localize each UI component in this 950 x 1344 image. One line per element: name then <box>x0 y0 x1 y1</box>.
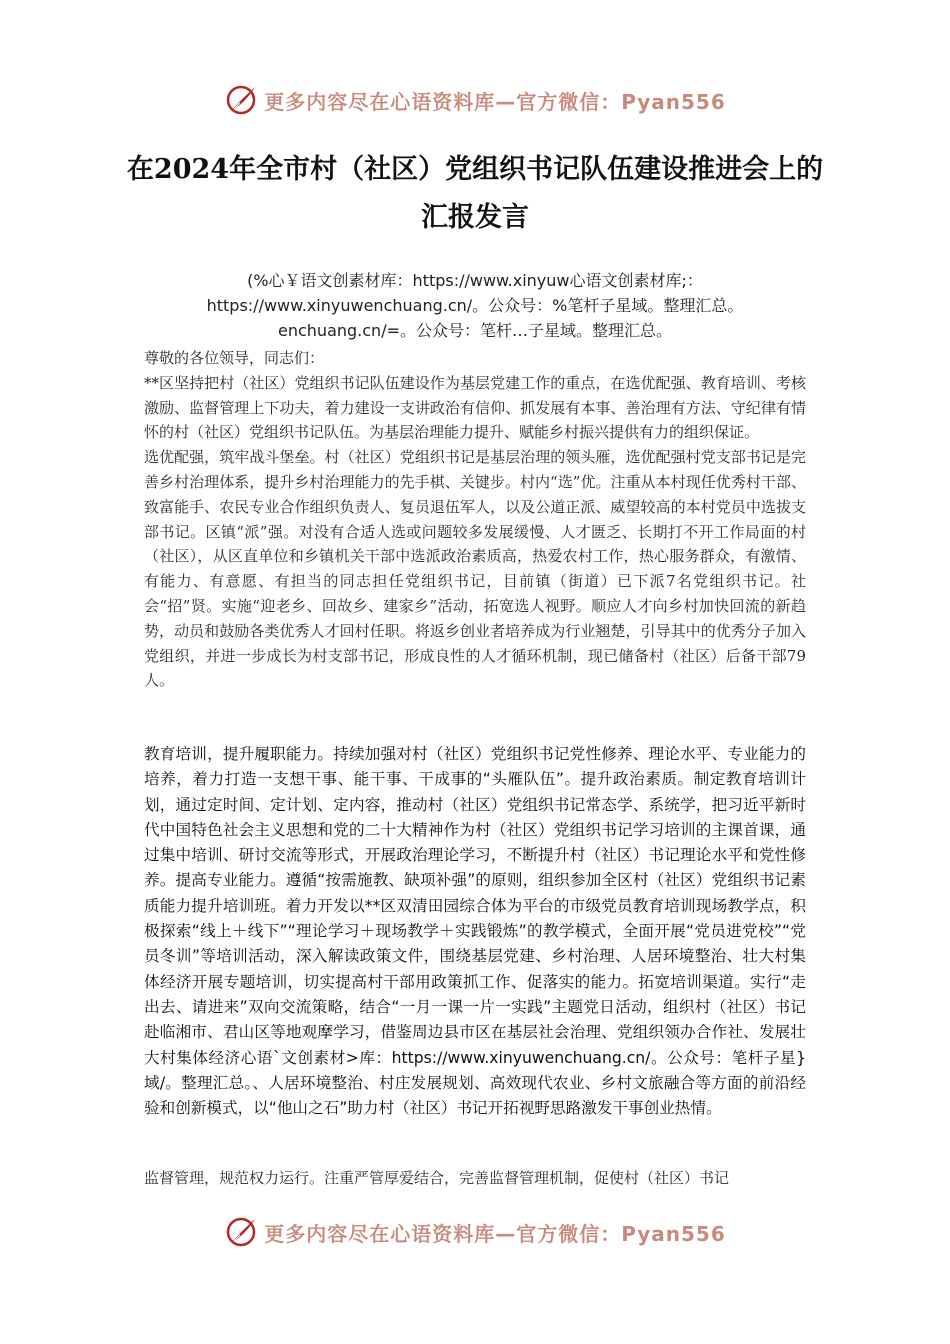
paragraph-intro: **区坚持把村（社区）党组织书记队伍建设作为基层党建工作的重点，在选优配强、教育培训、考核激励、监督管理上下功夫，着力建设一支讲政治有信仰、抓发展有本事、善治理有方法、守纪律有情怀的村（社区）党组织书记队伍。为基层治理能力提升、赋能乡村振兴提供有力的组织保证。 <box>144 373 806 442</box>
banner-text: 更多内容尽在心语资料库—官方微信：Pyan556 <box>264 89 726 114</box>
paragraph-training: 教育培训，提升履职能力。持续加强对村（社区）党组织书记党性修养、理论水平、专业能力的培养，着力打造一支想干事、能干事、干成事的“头雁队伍”。提升政治素质。制定教育培训计划，通过定时间、定计划、定内容，推动村（社区）党组织书记常态学、系统学，把习近平新时代中国特色社会主义思想和党的二十大精神作为村（社区）党组织书记学习培训的主课首课，通过集中培训、研讨交流等形式，开展政治理论学习，不断提升村（社区）书记理论水平和党性修养。提高专业能力。遵循“按需施教、缺项补强”的原则，组织参加全区村（社区）党组织书记素质能力提升培训班。着力开发以**区双清田园综合体为平台的市级党员教育培训现场教学点，积极探索“线上＋线下”“理论学习＋现场教学＋实践锻炼”的教学模式，全面开展“党员进党校”“党员冬训”等培训活动，深入解读政策文件，围绕基层党建、乡村治理、人居环境整治、壮大村集体经济开展专题培训，切实提高村干部用政策抓工作、促落实的能力。拓宽培训渠道。实行“走出去、请进来”双向交流策略，结合“一月一课一片一实践”主题党日活动，组织村（社区）书记赴临湘市、君山区等地观摩学习，借鉴周边县市区在基层社会治理、党组织领办合作社、发展壮大村集体经济心语`文创素材>库：https://www.xinyuwenchuang.cn/。公众号：笔杆子星}域/。整理汇总。、人居环境整治、村庄发展规划、高效现代农业、乡村文旅融合等方面的前沿经验和创新模式，以“他山之石”助力村（社区）书记开拓视野思路激发干事创业热情。 <box>144 745 806 1118</box>
paragraph-selection: 选优配强，筑牢战斗堡垒。村（社区）党组织书记是基层治理的领头雁，选优配强村党支部书记是完善乡村治理体系，提升乡村治理能力的先手棋、关键步。村内“选”优。注重从本村现任优秀村干部、致富能手、农民专业合作组织负责人、复员退伍军人，以及公道正派、威望较高的本村党员中选拔支部书记。区镇“派”强。对没有合适人选或问题较多发展缓慢、人才匮乏、长期打不开工作局面的村（社区），从区直单位和乡镇机关干部中选派政治素质高，热爱农村工作，热心服务群众，有激情、有能力、有意愿、有担当的同志担任党组织书记，目前镇（街道）已下派7名党组织书记。社会“招”贤。实施“迎老乡、回故乡、建家乡”活动，拓宽选人视野。顺应人才向乡村加快回流的新趋势，动员和鼓励各类优秀人才回村任职。将返乡创业者培养成为行业翘楚，引导其中的优秀分子加入党组织，并进一步成长为村支部书记，形成良性的人才循环机制，现已储备村（社区）后备干部79人。 <box>144 448 806 690</box>
salutation: 尊敬的各位领导，同志们： <box>144 349 325 367</box>
body-section-1 <box>144 346 806 693</box>
source-note: (%心￥语文创素材库：https://www.xinyuw心语文创素材库;：https://www.xinyuwenchuang.cn/。公众号：%笔杆子星域。整理汇总。enchuang.cn/=。公众号：笔杆…子星域。整理汇总。 <box>206 271 744 340</box>
quill-pen-logo-icon <box>224 83 258 117</box>
header-banner <box>0 80 950 120</box>
paragraph-supervision: 监督管理，规范权力运行。注重严管厚爱结合，完善监督管理机制，促使村（社区）书记 <box>144 1169 730 1187</box>
quill-pen-logo-icon <box>224 1215 258 1249</box>
document-title: 在2024年全市村（社区）党组织书记队伍建设推进会上的汇报发言 <box>126 154 824 233</box>
body-section-3 <box>144 1166 806 1191</box>
body-section-2 <box>144 742 806 1121</box>
footer-banner <box>0 1212 950 1252</box>
banner-text: 更多内容尽在心语资料库—官方微信：Pyan556 <box>264 1221 726 1246</box>
